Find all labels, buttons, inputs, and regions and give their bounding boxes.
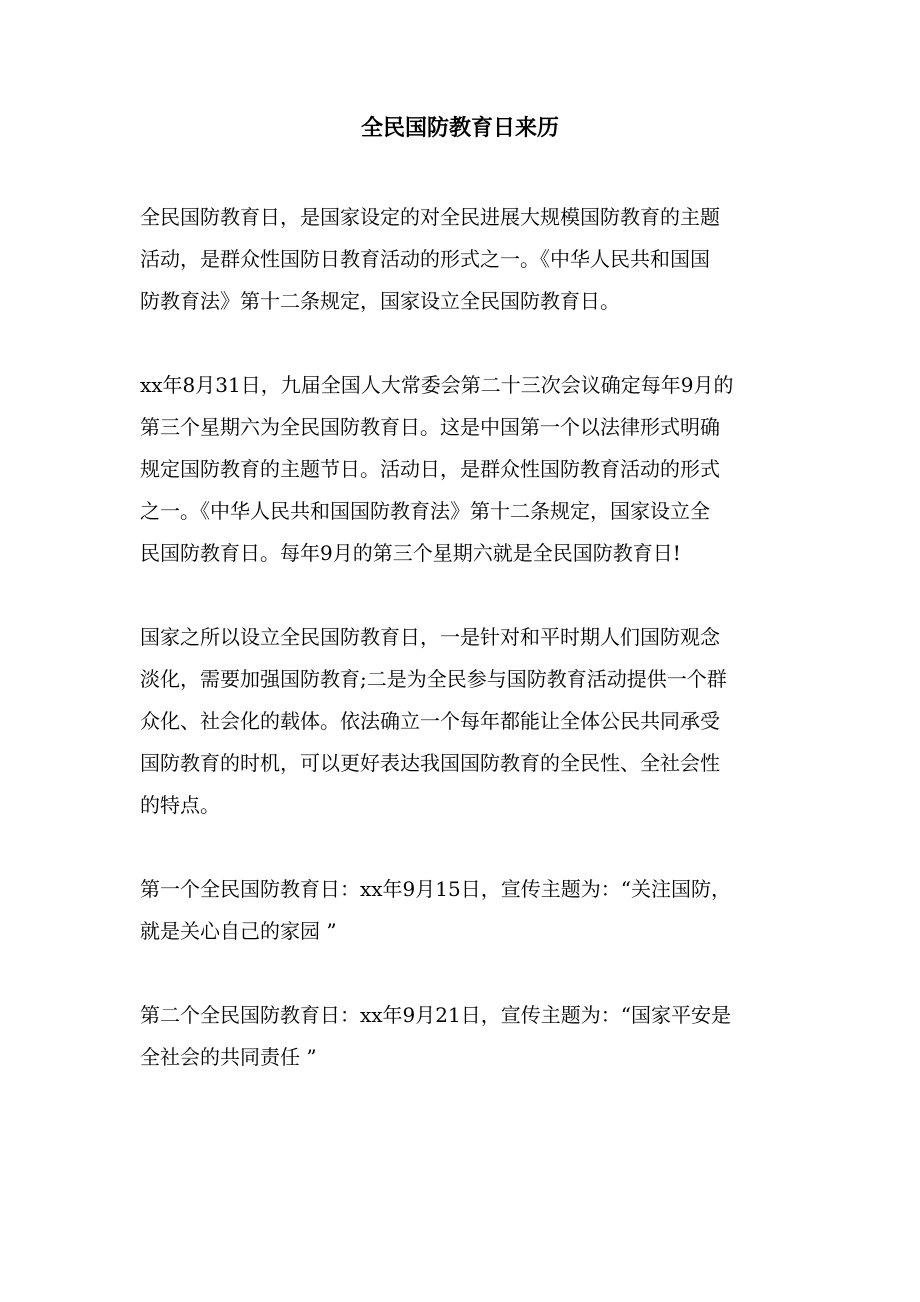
paragraph-second-day (140, 994, 785, 1078)
text-line: 防教育法》第十二条规定，国家设立全民国防教育日。 (140, 289, 620, 313)
text-line: 民国防教育日。每年9月的第三个星期六就是全民国防教育日! (140, 541, 681, 565)
text-line: 第一个全民国防教育日：xx年9月15日，宣传主题为：“关注国防， (140, 877, 731, 901)
text-line: 国家之所以设立全民国防教育日，一是针对和平时期人们国防观念 (140, 625, 720, 649)
text-line: 的特点。 (140, 793, 220, 817)
text-line: 全社会的共同责任 ” (140, 1045, 317, 1069)
text-line: 淡化，需要加强国防教育;二是为全民参与国防教育活动提供一个群 (140, 667, 727, 691)
document-body (140, 196, 785, 1120)
paragraph-establishment (140, 364, 785, 574)
text-line: 活动，是群众性国防日教育活动的形式之一。《中华人民共和国国 (140, 247, 710, 271)
text-line: 全民国防教育日，是国家设定的对全民进展大规模国防教育的主题 (140, 205, 720, 229)
text-line: 第二个全民国防教育日：xx年9月21日，宣传主题为：“国家平安是 (140, 1003, 731, 1027)
text-line: xx年8月31日，九届全国人大常委会第二十三次会议确定每年9月的 (140, 373, 734, 397)
text-line: 众化、社会化的载体。依法确立一个每年都能让全体公民共同承受 (140, 709, 720, 733)
text-line: 规定国防教育的主题节日。活动日，是群众性国防教育活动的形式 (140, 457, 720, 481)
paragraph-intro (140, 196, 785, 322)
paragraph-first-day (140, 868, 785, 952)
text-line: 国防教育的时机，可以更好表达我国国防教育的全民性、全社会性 (140, 751, 720, 775)
document-title: 全民国防教育日来历 (360, 115, 559, 141)
paragraph-purpose (140, 616, 785, 826)
text-line: 之一。《中华人民共和国国防教育法》第十二条规定，国家设立全 (140, 499, 710, 523)
text-line: 第三个星期六为全民国防教育日。这是中国第一个以法律形式明确 (140, 415, 720, 439)
text-line: 就是关心自己的家园 ” (140, 919, 337, 943)
